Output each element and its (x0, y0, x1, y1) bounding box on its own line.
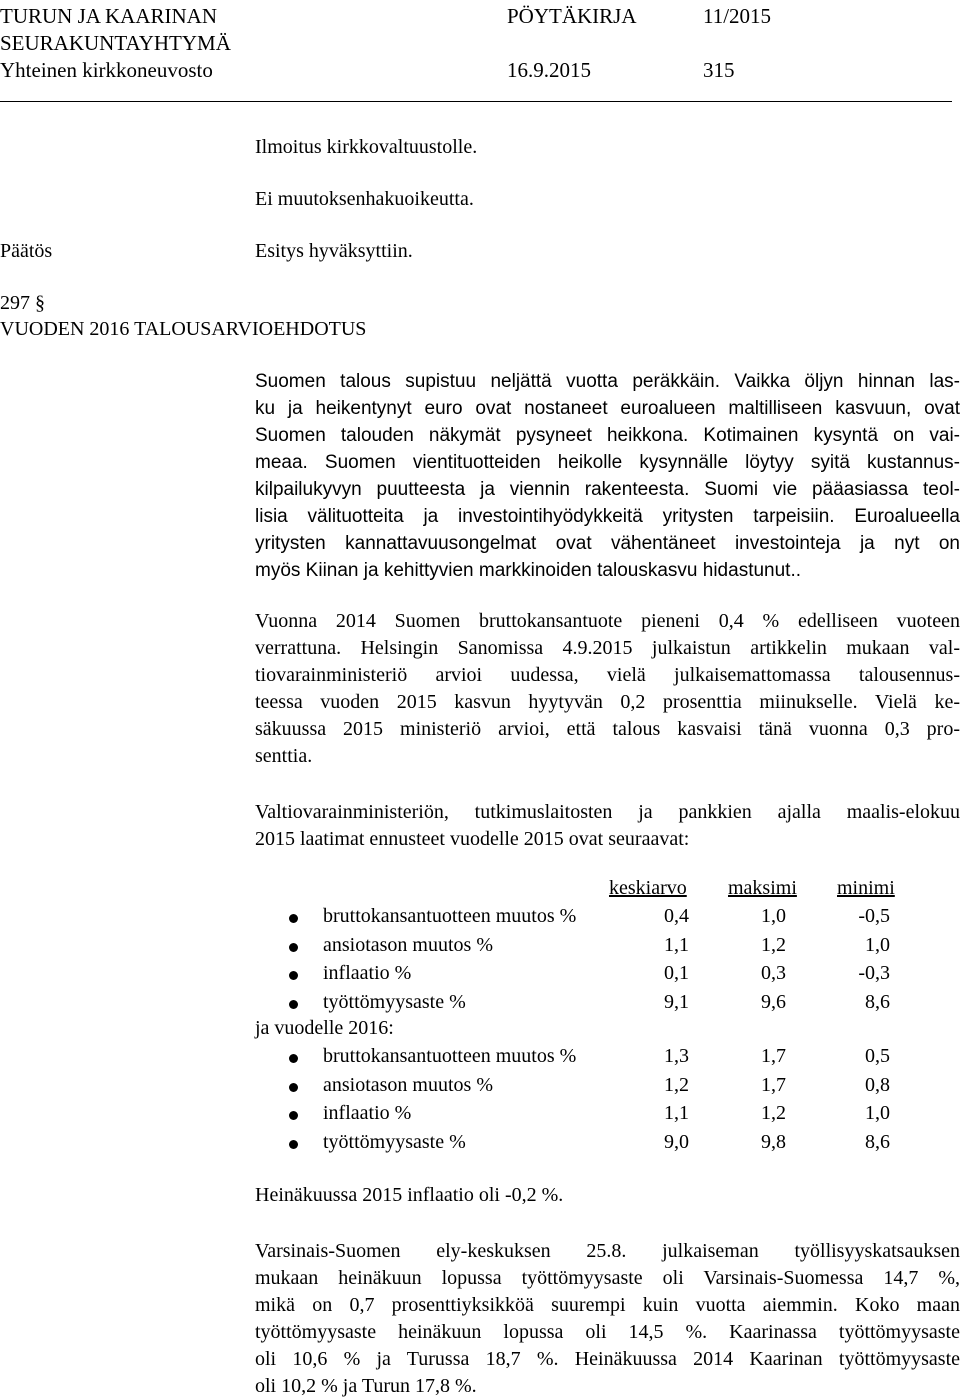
row-max: 0,3 (761, 962, 786, 984)
row-label: bruttokansantuotteen muutos % (323, 905, 577, 927)
row-min: 8,6 (865, 991, 890, 1013)
row-label: työttömyysaste % (323, 991, 466, 1013)
row-min: 1,0 (865, 934, 890, 956)
body-name: Yhteinen kirkkoneuvosto (0, 58, 213, 82)
notice-line: Ilmoitus kirkkovaltuustolle. (255, 136, 478, 158)
forecast-row (0, 991, 960, 1019)
text-line: myös Kiinan ja kehittyvien markkinoiden talouskasvu hidastunut.. (255, 560, 802, 581)
row-label: inflaatio % (323, 1102, 412, 1124)
col-header-avg: keskiarvo (609, 877, 687, 899)
decision-label: Päätös (0, 240, 53, 262)
text-line: Vuonna 2014 Suomen bruttokansantuote pieneni 0,4 % edelliseen vuoteen (255, 610, 960, 632)
forecast-row (0, 962, 960, 990)
row-label: inflaatio % (323, 962, 412, 984)
text-line: mikä on 0,7 prosenttiyksikköä suurempi kuin vuotta aiemmin. Koko maan (255, 1294, 960, 1316)
forecast-row (0, 934, 960, 962)
section-sign: § (35, 292, 45, 314)
page-number: 315 (703, 58, 735, 82)
row-label: bruttokansantuotteen muutos % (323, 1045, 577, 1067)
bullet-icon (289, 943, 298, 952)
row-avg: 1,1 (664, 1102, 689, 1124)
text-line: 2015 laatimat ennusteet vuodelle 2015 ovat seuraavat: (255, 828, 690, 850)
bullet-icon (289, 1054, 298, 1063)
row-avg: 1,3 (664, 1045, 689, 1067)
paragraph-unemployment (255, 1238, 960, 1400)
forecast-row (0, 1102, 960, 1130)
decision-text: Esitys hyväksyttiin. (255, 240, 413, 262)
forecast-row (0, 1045, 960, 1073)
meeting-date: 16.9.2015 (507, 58, 591, 82)
row-min: 0,5 (865, 1045, 890, 1067)
row-min: 8,6 (865, 1131, 890, 1153)
paragraph-forecast-intro (255, 799, 960, 853)
row-max: 1,0 (761, 905, 786, 927)
text-line: Varsinais-Suomen ely-keskuksen 25.8. julkaiseman työllisyyskatsauksen (255, 1240, 960, 1262)
text-line: verrattuna. Helsingin Sanomissa 4.9.2015 julkaistun artikkelin mukaan val- (255, 637, 960, 659)
text-line: oli 10,2 % ja Turun 17,8 %. (255, 1375, 477, 1397)
row-avg: 9,0 (664, 1131, 689, 1153)
doc-type: PÖYTÄKIRJA (507, 4, 637, 28)
text-line: oli 10,6 % ja Turussa 18,7 %. Heinäkuussa 2014 Kaarinan työttömyysaste (255, 1348, 960, 1370)
row-label: ansiotason muutos % (323, 934, 493, 956)
row-avg: 0,4 (664, 905, 689, 927)
row-max: 1,2 (761, 934, 786, 956)
text-line: työttömyysaste heinäkuun lopussa oli 14,5 %. Kaarinassa työttömyysaste (255, 1321, 960, 1343)
col-header-max: maksimi (728, 877, 797, 899)
text-line: ku ja heikentynyt euro ovat nostaneet euroalueen maltilliseen kasvuun, ovat (255, 398, 960, 419)
bullet-icon (289, 1111, 298, 1120)
forecast-row (0, 1074, 960, 1102)
paragraph-economy (255, 368, 960, 584)
row-avg: 0,1 (664, 962, 689, 984)
item-number-value: 297 (0, 292, 30, 314)
text-line: kilpailukyvyn puutteesta ja viennin rakenteesta. Suomi vie pääasiassa teol- (255, 479, 960, 500)
text-line: mukaan heinäkuun lopussa työttömyysaste oli Varsinais-Suomessa 14,7 %, (255, 1267, 960, 1289)
item-number (0, 292, 45, 315)
row-max: 9,8 (761, 1131, 786, 1153)
text-line: meaa. Suomen vientituotteiden heikolle kysynnälle löytyy syitä kustannus- (255, 452, 960, 473)
doc-number: 11/2015 (703, 4, 772, 28)
appeal-line: Ei muutoksenhakuoikeutta. (255, 188, 474, 210)
text-line: säkuussa 2015 ministeriö arvioi, että talous kasvaisi tänä vuonna 0,3 pro- (255, 718, 960, 740)
text-line: Suomen talouden näkymät pysyneet heikkona. Kotimainen kysyntä on vai- (255, 425, 960, 446)
text-line: tiovarainministeriö arvioi uudessa, vielä julkaisemattomassa talousennus- (255, 664, 960, 686)
forecast-row (0, 1131, 960, 1159)
text-line: Suomen talous supistuu neljättä vuotta peräkkäin. Vaikka öljyn hinnan las- (255, 371, 960, 392)
header-divider (0, 101, 952, 102)
row-min: 1,0 (865, 1102, 890, 1124)
row-min: 0,8 (865, 1074, 890, 1096)
row-max: 9,6 (761, 991, 786, 1013)
row-min: -0,5 (858, 905, 890, 927)
text-line: senttia. (255, 745, 313, 767)
paragraph-gdp (255, 608, 960, 770)
org-name-line2: SEURAKUNTAYHTYMÄ (0, 31, 231, 55)
text-line: Valtiovarainministeriön, tutkimuslaitosten ja pankkien ajalla maalis-elokuu (255, 801, 960, 823)
bullet-icon (289, 1083, 298, 1092)
row-max: 1,7 (761, 1045, 786, 1067)
row-max: 1,7 (761, 1074, 786, 1096)
col-header-min: minimi (837, 877, 895, 899)
text-line: lisia välituotteita ja investointihyödykkeitä yritysten tarpeisiin. Euroalueella (255, 506, 960, 527)
row-label: työttömyysaste % (323, 1131, 466, 1153)
bullet-icon (289, 914, 298, 923)
bullet-icon (289, 1000, 298, 1009)
bullet-icon (289, 971, 298, 980)
row-max: 1,2 (761, 1102, 786, 1124)
text-line: yritysten kannattavuusongelmat ovat vähentäneet investointeja ja nyt on (255, 533, 960, 554)
text-line: teessa vuoden 2015 kasvun hyytyvän 0,2 prosenttia miinukselle. Vielä ke- (255, 691, 960, 713)
row-avg: 1,2 (664, 1074, 689, 1096)
forecast-row (0, 905, 960, 933)
row-label: ansiotason muutos % (323, 1074, 493, 1096)
inflation-note: Heinäkuussa 2015 inflaatio oli -0,2 %. (255, 1184, 564, 1206)
item-title: VUODEN 2016 TALOUSARVIOEHDOTUS (0, 318, 367, 340)
row-min: -0,3 (858, 962, 890, 984)
row-avg: 1,1 (664, 934, 689, 956)
org-name-line1: TURUN JA KAARINAN (0, 4, 218, 28)
bullet-icon (289, 1140, 298, 1149)
row-avg: 9,1 (664, 991, 689, 1013)
year-2016-label: ja vuodelle 2016: (255, 1017, 394, 1039)
